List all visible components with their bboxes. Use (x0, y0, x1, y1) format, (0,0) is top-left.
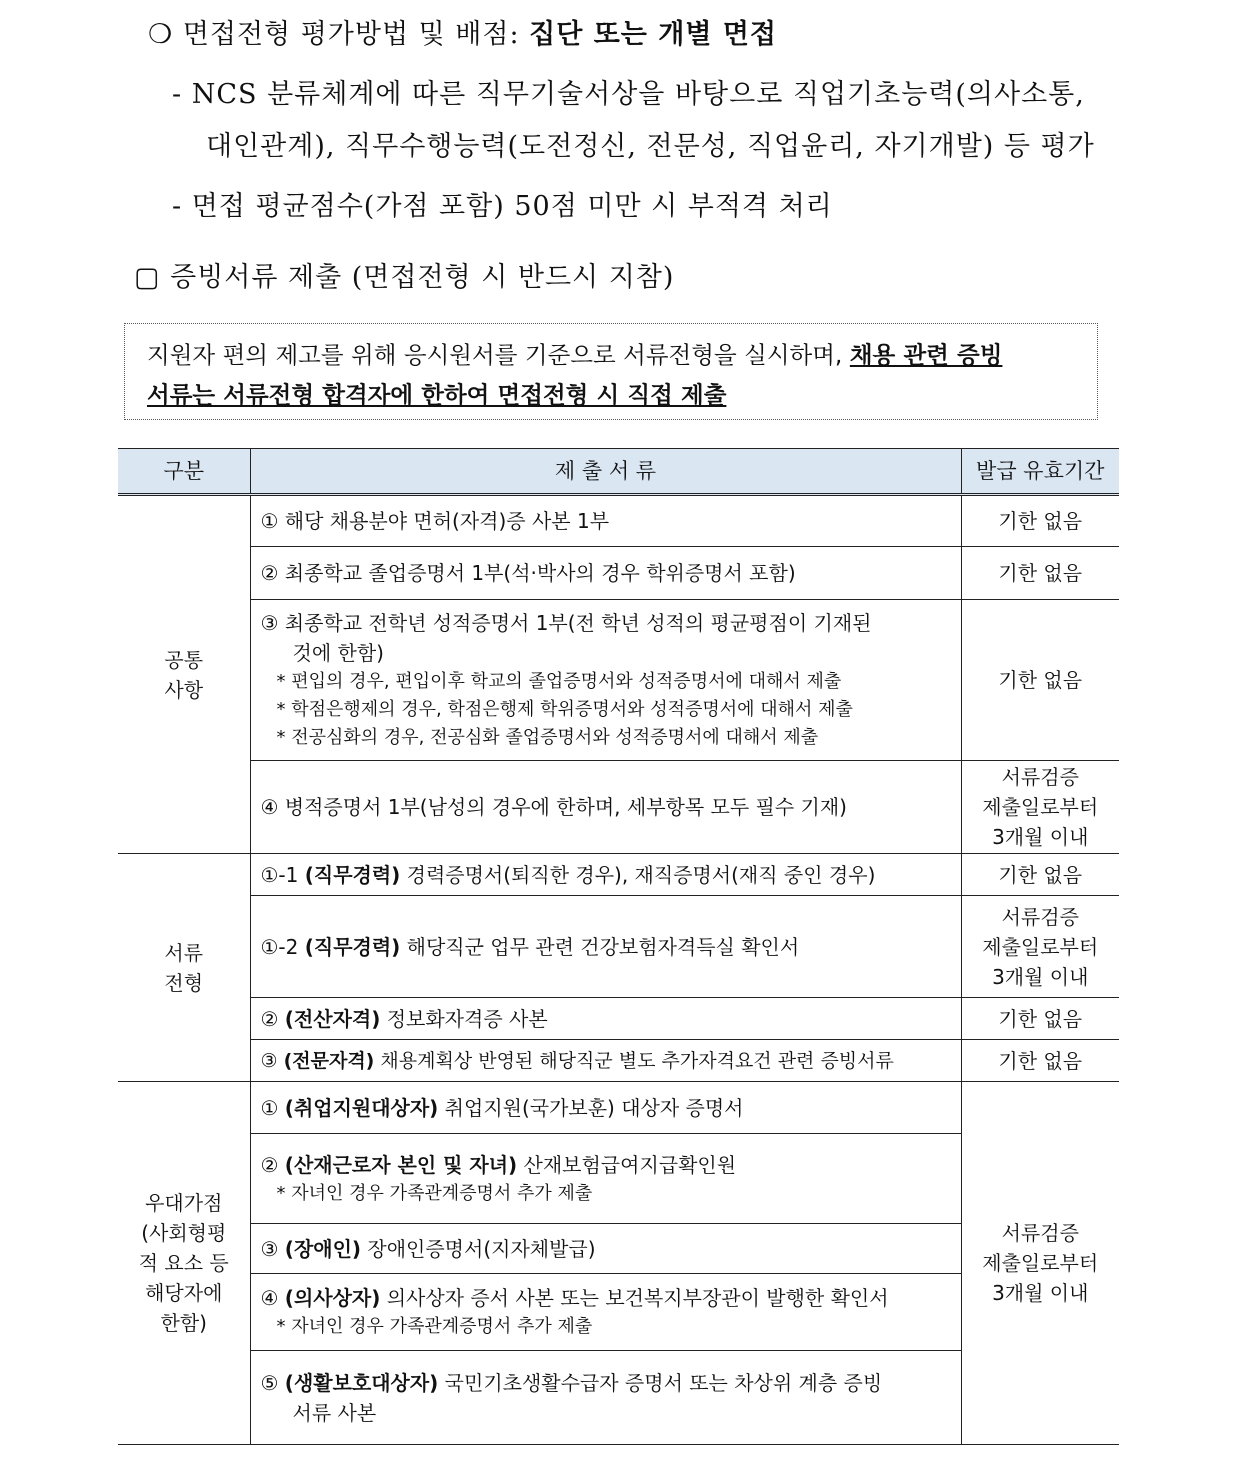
table-row (118, 998, 1119, 1040)
header-category: 구분 (118, 449, 250, 495)
section-title (134, 255, 674, 294)
document-note: * 자녀인 경우 가족관계증명서 추가 제출 (276, 1316, 593, 1337)
validity-cell: 기한 없음 (961, 547, 1119, 600)
document-cell: ④ (의사상자) 의사상자 증서 사본 또는 보건복지부장관이 발행한 확인서 * 자녀인 경우 가족관계증명서 추가 제출 (250, 1274, 961, 1351)
table-row (118, 600, 1119, 761)
document-note: * 자녀인 경우 가족관계증명서 추가 제출 (276, 1182, 593, 1204)
document-cell: ② (전산자격) 정보화자격증 사본 (250, 998, 961, 1040)
document-cell: ② 최종학교 졸업증명서 1부(석·박사의 경우 학위증명서 포함) (250, 547, 961, 600)
validity-text: 3개월 이내 (992, 964, 1089, 989)
notice-box (124, 323, 1098, 420)
category-text: 전형 (164, 970, 204, 995)
circle-bullet-icon: ❍ (148, 19, 174, 50)
document-cell: ① 해당 채용분야 면허(자격)증 사본 1부 (250, 495, 961, 547)
notice-line-1 (147, 336, 1002, 370)
validity-cell (961, 896, 1119, 998)
document-cell (250, 600, 961, 761)
category-text: 적 요소 등 (138, 1251, 229, 1275)
document-note: * 편입의 경우, 편입이후 학교의 졸업증명서와 성적증명서에 대해서 제출 (276, 671, 842, 692)
category-text: 서류 (164, 940, 204, 965)
table-row (118, 1040, 1119, 1082)
validity-text: 서류검증 (1001, 765, 1079, 789)
header-validity: 발급 유효기간 (961, 449, 1119, 495)
table-row (118, 547, 1119, 600)
validity-cell (961, 761, 1119, 854)
document-cell: ①-2 (직무경력) 해당직군 업무 관련 건강보험자격득실 확인서 (250, 896, 961, 998)
validity-cell: 기한 없음 (961, 854, 1119, 896)
document-cell: ① (취업지원대상자) 취업지원(국가보훈) 대상자 증명서 (250, 1082, 961, 1134)
header-documents: 제 출 서 류 (250, 449, 961, 495)
validity-text: 제출일로부터 (982, 795, 1099, 819)
category-document-screening (118, 854, 250, 1082)
validity-cell: 기한 없음 (961, 998, 1119, 1040)
category-text: 해당자에 (145, 1281, 223, 1305)
category-text: 사항 (164, 677, 204, 702)
fail-threshold-line: - 면접 평균점수(가점 포함) 50점 미만 시 부적격 처리 (172, 191, 833, 222)
notice-line-1-text: 지원자 편의 제고를 위해 응시원서를 기준으로 서류전형을 실시하며, (147, 341, 850, 369)
validity-cell (961, 1082, 1119, 1445)
document-text: 서류 사본 (292, 1400, 377, 1425)
table-row (118, 896, 1119, 998)
document-cell: ①-1 (직무경력) 경력증명서(퇴직한 경우), 재직증명서(재직 중인 경우) (250, 854, 961, 896)
category-text: 공통 (164, 647, 204, 672)
document-text: ③ 최종학교 전학년 성적증명서 1부(전 학년 성적의 평균평점이 기재된 (260, 611, 872, 635)
ncs-evaluation-line-1: - NCS 분류체계에 따른 직무기술서상을 바탕으로 직업기초능력(의사소통, (172, 79, 1085, 110)
category-bonus-points (118, 1082, 250, 1445)
ncs-evaluation-line-2: 대인관계), 직무수행능력(도전정신, 전문성, 직업윤리, 자기개발) 등 평가 (206, 131, 1095, 162)
square-bullet-icon: ▢ (134, 262, 161, 293)
document-note: * 학점은행제의 경우, 학점은행제 학위증명서와 성적증명서에 대해서 제출 (276, 699, 853, 720)
table-row (118, 761, 1119, 854)
validity-text: 3개월 이내 (992, 825, 1089, 849)
document-cell: ② (산재근로자 본인 및 자녀) 산재보험급여지급확인원 * 자녀인 경우 가족관계증명서 추가 제출 (250, 1134, 961, 1224)
notice-line-1-emphasis: 채용 관련 증빙 (849, 341, 1003, 369)
document-cell: ⑤ (생활보호대상자) 국민기초생활수급자 증명서 또는 차상위 계층 증빙 서류 사본 (250, 1351, 961, 1445)
category-text: (사회형평 (141, 1221, 227, 1245)
interview-method-label: 면접전형 평가방법 및 배점: (182, 19, 530, 50)
table-row (118, 495, 1119, 547)
category-text: 한함) (160, 1311, 207, 1335)
table-row (118, 1082, 1119, 1134)
validity-text: 3개월 이내 (992, 1281, 1089, 1305)
category-common (118, 495, 250, 854)
table-header-row (118, 449, 1119, 495)
notice-line-2 (147, 376, 726, 410)
document-note: * 전공심화의 경우, 전공심화 졸업증명서와 성적증명서에 대해서 제출 (276, 727, 819, 748)
section-title-text: 증빙서류 제출 (면접전형 시 반드시 지참) (170, 262, 675, 293)
validity-cell: 기한 없음 (961, 600, 1119, 761)
validity-text: 서류검증 (1001, 1221, 1079, 1245)
document-text: 것에 한함) (292, 641, 384, 665)
document-cell: ③ (전문자격) 채용계획상 반영된 해당직군 별도 추가자격요건 관련 증빙서류 (250, 1040, 961, 1082)
validity-cell: 기한 없음 (961, 495, 1119, 547)
category-text: 우대가점 (145, 1191, 223, 1215)
notice-line-2-emphasis: 서류는 서류전형 합격자에 한하여 면접전형 시 직접 제출 (147, 381, 727, 409)
document-cell: ③ (장애인) 장애인증명서(지자체발급) (250, 1224, 961, 1274)
validity-text: 제출일로부터 (982, 1251, 1099, 1275)
validity-cell: 기한 없음 (961, 1040, 1119, 1082)
table-row (118, 854, 1119, 896)
documents-table (118, 448, 1119, 1445)
interview-method-value: 집단 또는 개별 면접 (529, 19, 778, 50)
validity-text: 서류검증 (1001, 904, 1079, 929)
document-cell: ④ 병적증명서 1부(남성의 경우에 한하며, 세부항목 모두 필수 기재) (250, 761, 961, 854)
validity-text: 제출일로부터 (982, 934, 1099, 959)
interview-method-line (148, 12, 777, 51)
